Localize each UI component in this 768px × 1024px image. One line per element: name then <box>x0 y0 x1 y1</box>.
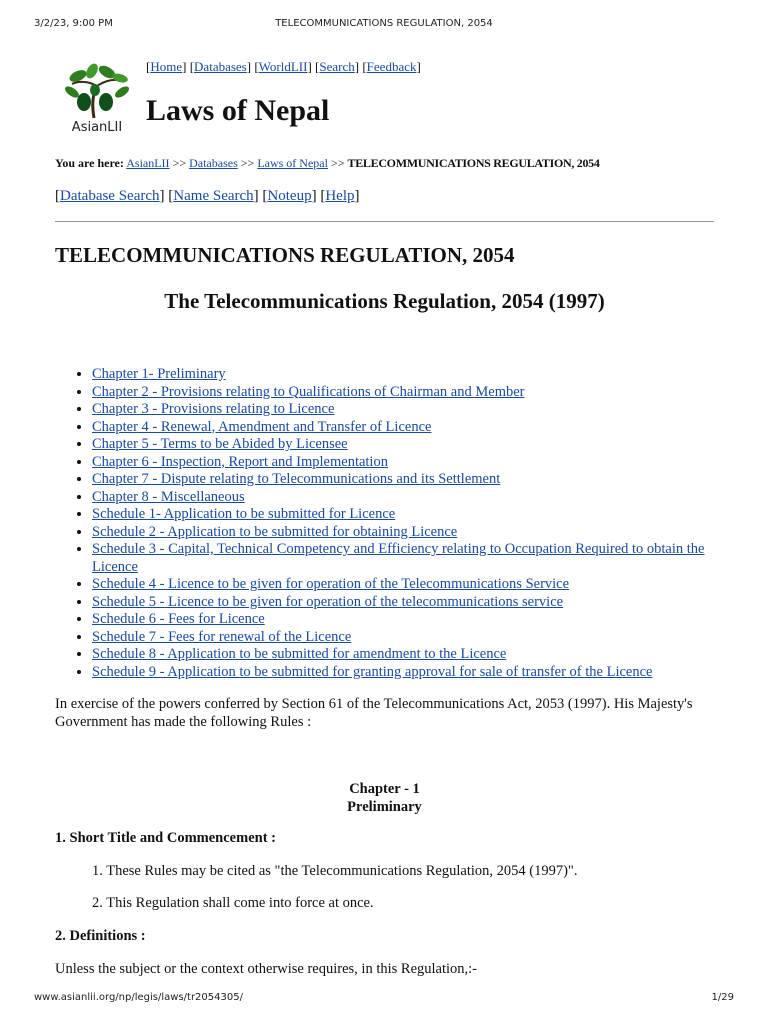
print-url: www.asianlii.org/np/legis/laws/tr2054305/ <box>34 992 243 1003</box>
breadcrumb <box>55 156 600 171</box>
section-1-rule-1: 1. These Rules may be cited as "the Telecommunications Regulation, 2054 (1997)". <box>92 863 578 879</box>
chapter-number: Chapter - 1 <box>349 781 420 797</box>
toc-item <box>92 454 752 472</box>
toc-link-chapter-7[interactable]: Chapter 7 - Dispute relating to Telecommunications and its Settlement <box>92 471 501 487</box>
top-navigation: [Home] [Databases] [WorldLII] [Search] [Feedback] <box>146 59 421 74</box>
print-header <box>34 18 734 32</box>
logo-text: AsianLII <box>71 120 123 135</box>
help-link[interactable]: Help <box>325 188 355 204</box>
toc-item <box>92 489 752 507</box>
toc-link-schedule-1[interactable]: Schedule 1- Application to be submitted for Licence <box>92 506 396 522</box>
nav-databases-link[interactable]: Databases <box>194 59 247 74</box>
toc-link-schedule-7[interactable]: Schedule 7 - Fees for renewal of the Licence <box>92 628 352 645</box>
site-title: Laws of Nepal <box>146 94 330 127</box>
chapter-heading <box>55 780 714 816</box>
toc-link-chapter-2[interactable]: Chapter 2 - Provisions relating to Qualifications of Chairman and Member <box>92 383 525 400</box>
print-title: TELECOMMUNICATIONS REGULATION, 2054 <box>275 18 493 29</box>
section-1-rule-2: 2. This Regulation shall come into force at once. <box>92 895 374 911</box>
nav-search-link[interactable]: Search <box>319 59 355 74</box>
toc-link-schedule-4[interactable]: Schedule 4 - Licence to be given for operation of the Telecommunications Service <box>92 576 570 592</box>
breadcrumb-label: You are here: <box>55 156 124 170</box>
breadcrumb-databases-link[interactable]: Databases <box>189 156 238 170</box>
toc-item <box>92 611 752 629</box>
database-navigation: [Database Search] [Name Search] [Noteup] [Help] <box>55 188 360 204</box>
toc-item <box>92 646 752 664</box>
toc-item <box>92 436 752 454</box>
toc-item <box>92 664 752 682</box>
breadcrumb-separator: >> <box>330 156 345 170</box>
toc-link-chapter-4[interactable]: Chapter 4 - Renewal, Amendment and Transfer of Licence <box>92 418 432 435</box>
noteup-link[interactable]: Noteup <box>267 188 312 204</box>
toc-item <box>92 471 752 489</box>
section-1-heading: 1. Short Title and Commencement : <box>55 830 276 846</box>
nav-home-link[interactable]: Home <box>150 59 183 74</box>
chapter-name: Preliminary <box>347 799 422 815</box>
toc-item <box>92 576 752 594</box>
toc-item <box>92 629 752 647</box>
breadcrumb-current: TELECOMMUNICATIONS REGULATION, 2054 <box>347 156 600 170</box>
toc-link-schedule-3[interactable]: Schedule 3 - Capital, Technical Competency and Efficiency relating to Occupation Required to obtain the Licence <box>92 541 705 575</box>
print-datetime: 3/2/23, 9:00 PM <box>34 18 113 29</box>
toc-item <box>92 401 752 419</box>
asianlii-tree-logo-icon <box>62 62 132 120</box>
print-footer <box>34 992 734 1006</box>
table-of-contents <box>55 366 752 681</box>
toc-link-chapter-8[interactable]: Chapter 8 - Miscellaneous <box>92 488 245 505</box>
nav-worldlii-link[interactable]: WorldLII <box>258 59 308 74</box>
toc-item <box>92 506 752 524</box>
preamble-paragraph: In exercise of the powers conferred by Section 61 of the Telecommunications Act, 2053 (1997). His Majesty's Government has made the following Rules : <box>55 696 693 730</box>
toc-link-schedule-5[interactable]: Schedule 5 - Licence to be given for operation of the telecommunications service <box>92 593 564 610</box>
breadcrumb-separator: >> <box>240 156 255 170</box>
nav-feedback-link[interactable]: Feedback <box>366 59 417 74</box>
toc-item <box>92 524 752 542</box>
toc-item <box>92 366 752 384</box>
document-title: TELECOMMUNICATIONS REGULATION, 2054 <box>55 243 515 267</box>
toc-item <box>92 541 752 576</box>
toc-item <box>92 419 752 437</box>
toc-link-schedule-8[interactable]: Schedule 8 - Application to be submitted for amendment to the Licence <box>92 646 507 662</box>
horizontal-divider <box>55 221 714 222</box>
toc-item <box>92 594 752 612</box>
toc-link-chapter-6[interactable]: Chapter 6 - Inspection, Report and Implementation <box>92 453 388 470</box>
breadcrumb-separator: >> <box>172 156 187 170</box>
section-2-intro: Unless the subject or the context otherwise requires, in this Regulation,:- <box>55 961 478 977</box>
database-search-link[interactable]: Database Search <box>60 188 160 204</box>
breadcrumb-laws-of-nepal-link[interactable]: Laws of Nepal <box>257 156 328 170</box>
toc-item <box>92 384 752 402</box>
toc-link-chapter-3[interactable]: Chapter 3 - Provisions relating to Licence <box>92 401 335 417</box>
toc-link-chapter-1[interactable]: Chapter 1- Preliminary <box>92 366 226 382</box>
section-2-heading: 2. Definitions : <box>55 928 146 944</box>
toc-link-schedule-6[interactable]: Schedule 6 - Fees for Licence <box>92 611 265 627</box>
name-search-link[interactable]: Name Search <box>173 188 254 204</box>
breadcrumb-asianlii-link[interactable]: AsianLII <box>126 156 170 170</box>
toc-link-schedule-9[interactable]: Schedule 9 - Application to be submitted for granting approval for sale of transfer of the Licence <box>92 663 653 680</box>
toc-link-schedule-2[interactable]: Schedule 2 - Application to be submitted for obtaining Licence <box>92 523 458 540</box>
document-subtitle: The Telecommunications Regulation, 2054 (1997) <box>164 289 605 313</box>
toc-link-chapter-5[interactable]: Chapter 5 - Terms to be Abided by Licensee <box>92 436 348 452</box>
asianlii-logo[interactable] <box>62 62 132 138</box>
print-page-number: 1/29 <box>711 992 734 1003</box>
